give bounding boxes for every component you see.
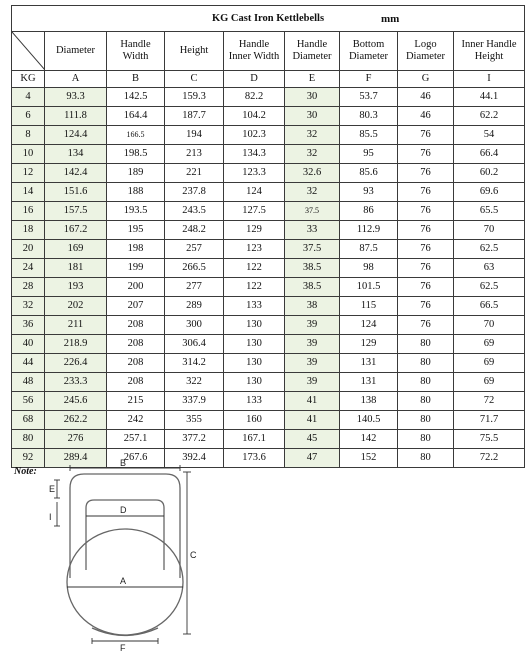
table-row: [12, 297, 525, 316]
column-header: [45, 32, 107, 71]
table-cell: 187.7: [165, 107, 224, 126]
table-cell: 233.3: [45, 373, 107, 392]
table-title-cell: [12, 6, 525, 32]
column-header-line: Diameter: [405, 51, 446, 62]
kg-cell: 14: [12, 183, 45, 202]
table-cell: 32.6: [285, 164, 340, 183]
column-header-line: Handle: [120, 39, 151, 50]
column-letter: E: [285, 71, 340, 88]
table-cell: 62.5: [454, 240, 525, 259]
table-cell: 181: [45, 259, 107, 278]
table-cell: 85.5: [340, 126, 398, 145]
table-cell: 76: [398, 316, 454, 335]
table-cell: 76: [398, 126, 454, 145]
table-cell: 208: [107, 335, 165, 354]
table-cell: 173.6: [224, 449, 285, 468]
table-cell: 207: [107, 297, 165, 316]
table-cell: 76: [398, 202, 454, 221]
kg-cell: 56: [12, 392, 45, 411]
table-row: [12, 202, 525, 221]
diagonal-line: [12, 32, 45, 70]
kettlebell-diagram: [40, 458, 210, 653]
table-cell: 75.5: [454, 430, 525, 449]
table-cell: 38.5: [285, 278, 340, 297]
table-cell: 142.4: [45, 164, 107, 183]
table-cell: 86: [340, 202, 398, 221]
table-cell: 80: [398, 354, 454, 373]
table-cell: 188: [107, 183, 165, 202]
table-cell: 164.4: [107, 107, 165, 126]
column-header-line: Bottom: [352, 39, 385, 50]
column-header-line: Height: [179, 45, 209, 56]
table-cell: 65.5: [454, 202, 525, 221]
table-cell: 151.6: [45, 183, 107, 202]
table-cell: 122: [224, 278, 285, 297]
table-cell: 208: [107, 373, 165, 392]
table-cell: 93: [340, 183, 398, 202]
kg-cell: 40: [12, 335, 45, 354]
table-cell: 87.5: [340, 240, 398, 259]
table-cell: 112.9: [340, 221, 398, 240]
table-cell: 199: [107, 259, 165, 278]
letter-row: [12, 71, 525, 88]
column-header: [107, 32, 165, 71]
column-header-line: Diameter: [55, 45, 96, 56]
label-d: D: [120, 505, 127, 515]
kg-cell: 32: [12, 297, 45, 316]
table-cell: 76: [398, 259, 454, 278]
label-b: B: [120, 458, 127, 468]
table-cell: 124.4: [45, 126, 107, 145]
table-cell: 124: [224, 183, 285, 202]
table-cell: 306.4: [165, 335, 224, 354]
label-e: E: [49, 484, 56, 494]
table-cell: 194: [165, 126, 224, 145]
column-header-line: Handle: [296, 39, 328, 50]
table-cell: 80: [398, 373, 454, 392]
table-cell: 142.5: [107, 88, 165, 107]
column-letter: B: [107, 71, 165, 88]
kg-cell: 28: [12, 278, 45, 297]
column-header-line: Inner Handle: [461, 39, 517, 50]
column-letter: F: [340, 71, 398, 88]
table-cell: 82.2: [224, 88, 285, 107]
table-row: [12, 335, 525, 354]
table-cell: 193: [45, 278, 107, 297]
title-row: [12, 6, 525, 32]
table-row: [12, 88, 525, 107]
table-cell: 45: [285, 430, 340, 449]
table-cell: 30: [285, 107, 340, 126]
table-cell: 53.7: [340, 88, 398, 107]
kg-cell: 80: [12, 430, 45, 449]
table-cell: 72.2: [454, 449, 525, 468]
table-cell: 322: [165, 373, 224, 392]
table-cell: 140.5: [340, 411, 398, 430]
table-row: [12, 278, 525, 297]
table-cell: 198: [107, 240, 165, 259]
table-cell: 189: [107, 164, 165, 183]
table-cell: 131: [340, 354, 398, 373]
table-cell: 32: [285, 183, 340, 202]
table-cell: 130: [224, 354, 285, 373]
table-cell: 62.5: [454, 278, 525, 297]
table-cell: 37.5: [285, 240, 340, 259]
table-title: KG Cast Iron Kettlebells: [211, 12, 325, 24]
table-cell: 41: [285, 392, 340, 411]
table-cell: 39: [285, 335, 340, 354]
table-cell: 221: [165, 164, 224, 183]
column-header-line: Logo: [414, 39, 437, 50]
table-cell: 62.2: [454, 107, 525, 126]
kg-label: KG: [12, 71, 45, 88]
column-letter: G: [398, 71, 454, 88]
column-letter: D: [224, 71, 285, 88]
table-cell: 60.2: [454, 164, 525, 183]
table-cell: 130: [224, 373, 285, 392]
table-cell: 69: [454, 373, 525, 392]
table-cell: 167.1: [224, 430, 285, 449]
table-cell: 130: [224, 335, 285, 354]
column-letter: C: [165, 71, 224, 88]
table-cell: 211: [45, 316, 107, 335]
table-cell: 131: [340, 373, 398, 392]
data-body: [12, 88, 525, 468]
column-header: [340, 32, 398, 71]
table-cell: 38.5: [285, 259, 340, 278]
note-label: Note:: [14, 466, 37, 477]
table-row: [12, 145, 525, 164]
column-header-line: Diameter: [292, 51, 332, 62]
table-cell: 70: [454, 316, 525, 335]
table-cell: 200: [107, 278, 165, 297]
table-cell: 289.4: [45, 449, 107, 468]
table-row: [12, 107, 525, 126]
label-f: F: [120, 643, 126, 653]
table-cell: 169: [45, 240, 107, 259]
table-cell: 32: [285, 126, 340, 145]
table-row: [12, 316, 525, 335]
table-cell: 76: [398, 221, 454, 240]
table-cell: 160: [224, 411, 285, 430]
table-cell: 195: [107, 221, 165, 240]
table-cell: 392.4: [165, 449, 224, 468]
column-letter: I: [454, 71, 525, 88]
table-cell: 208: [107, 316, 165, 335]
kg-cell: 92: [12, 449, 45, 468]
table-row: [12, 354, 525, 373]
table-cell: 69.6: [454, 183, 525, 202]
table-row: [12, 259, 525, 278]
column-header-line: Height: [474, 51, 504, 62]
table-cell: 124: [340, 316, 398, 335]
table-cell: 242: [107, 411, 165, 430]
table-cell: 267.6: [107, 449, 165, 468]
table-cell: 66.5: [454, 297, 525, 316]
table-cell: 243.5: [165, 202, 224, 221]
table-cell: 102.3: [224, 126, 285, 145]
table-row: [12, 183, 525, 202]
table-cell: 47: [285, 449, 340, 468]
table-cell: 202: [45, 297, 107, 316]
table-row: [12, 240, 525, 259]
kg-cell: 20: [12, 240, 45, 259]
spec-table: [11, 5, 525, 468]
table-cell: 37.5: [285, 202, 340, 221]
table-row: [12, 126, 525, 145]
table-cell: 71.7: [454, 411, 525, 430]
kg-cell: 36: [12, 316, 45, 335]
table-cell: 76: [398, 145, 454, 164]
table-cell: 314.2: [165, 354, 224, 373]
table-cell: 101.5: [340, 278, 398, 297]
table-cell: 226.4: [45, 354, 107, 373]
kg-cell: 48: [12, 373, 45, 392]
table-cell: 257.1: [107, 430, 165, 449]
table-cell: 166.5: [107, 126, 165, 145]
table-cell: 46: [398, 88, 454, 107]
table-row: [12, 392, 525, 411]
table-cell: 39: [285, 373, 340, 392]
kg-cell: 10: [12, 145, 45, 164]
table-cell: 127.5: [224, 202, 285, 221]
kg-cell: 16: [12, 202, 45, 221]
table-cell: 337.9: [165, 392, 224, 411]
table-cell: 69: [454, 354, 525, 373]
table-cell: 198.5: [107, 145, 165, 164]
table-cell: 32: [285, 145, 340, 164]
table-cell: 157.5: [45, 202, 107, 221]
table-cell: 39: [285, 354, 340, 373]
column-header-line: Inner Width: [228, 51, 280, 62]
table-cell: 41: [285, 411, 340, 430]
table-row: [12, 221, 525, 240]
table-cell: 111.8: [45, 107, 107, 126]
table-cell: 46: [398, 107, 454, 126]
table-cell: 104.2: [224, 107, 285, 126]
table-cell: 134.3: [224, 145, 285, 164]
table-cell: 30: [285, 88, 340, 107]
kettlebell-spec-sheet: [11, 5, 524, 468]
corner-cell: [12, 32, 45, 71]
table-cell: 377.2: [165, 430, 224, 449]
kg-cell: 68: [12, 411, 45, 430]
table-cell: 39: [285, 316, 340, 335]
table-cell: 142: [340, 430, 398, 449]
table-cell: 133: [224, 392, 285, 411]
table-cell: 262.2: [45, 411, 107, 430]
column-header: [165, 32, 224, 71]
table-cell: 289: [165, 297, 224, 316]
table-cell: 208: [107, 354, 165, 373]
table-cell: 122: [224, 259, 285, 278]
kg-cell: 4: [12, 88, 45, 107]
table-cell: 300: [165, 316, 224, 335]
column-header: [398, 32, 454, 71]
column-header-line: Handle: [238, 39, 270, 50]
table-cell: 237.8: [165, 183, 224, 202]
kg-cell: 12: [12, 164, 45, 183]
unit-label: mm: [381, 13, 400, 25]
table-cell: 215: [107, 392, 165, 411]
table-cell: 80: [398, 449, 454, 468]
table-cell: 133: [224, 297, 285, 316]
table-cell: 76: [398, 240, 454, 259]
table-cell: 80.3: [340, 107, 398, 126]
table-cell: 130: [224, 316, 285, 335]
table-cell: 98: [340, 259, 398, 278]
table-cell: 38: [285, 297, 340, 316]
column-header-line: Width: [122, 51, 149, 62]
table-cell: 76: [398, 297, 454, 316]
table-cell: 257: [165, 240, 224, 259]
table-cell: 193.5: [107, 202, 165, 221]
table-cell: 76: [398, 278, 454, 297]
kg-cell: 44: [12, 354, 45, 373]
table-cell: 80: [398, 335, 454, 354]
kg-cell: 18: [12, 221, 45, 240]
table-cell: 66.4: [454, 145, 525, 164]
table-cell: 129: [224, 221, 285, 240]
table-cell: 134: [45, 145, 107, 164]
table-cell: 248.2: [165, 221, 224, 240]
table-cell: 63: [454, 259, 525, 278]
table-cell: 152: [340, 449, 398, 468]
table-cell: 159.3: [165, 88, 224, 107]
table-cell: 80: [398, 392, 454, 411]
column-header: [454, 32, 525, 71]
table-cell: 277: [165, 278, 224, 297]
table-cell: 69: [454, 335, 525, 354]
table-cell: 85.6: [340, 164, 398, 183]
table-cell: 93.3: [45, 88, 107, 107]
header-row: [12, 32, 525, 71]
column-header: [285, 32, 340, 71]
table-cell: 123: [224, 240, 285, 259]
column-header-line: Diameter: [348, 51, 389, 62]
table-cell: 80: [398, 430, 454, 449]
kg-cell: 6: [12, 107, 45, 126]
table-cell: 213: [165, 145, 224, 164]
table-cell: 72: [454, 392, 525, 411]
kg-cell: 24: [12, 259, 45, 278]
table-cell: 129: [340, 335, 398, 354]
table-cell: 115: [340, 297, 398, 316]
table-row: [12, 430, 525, 449]
table-cell: 33: [285, 221, 340, 240]
table-cell: 70: [454, 221, 525, 240]
table-cell: 76: [398, 164, 454, 183]
table-cell: 167.2: [45, 221, 107, 240]
table-cell: 245.6: [45, 392, 107, 411]
table-row: [12, 411, 525, 430]
table-cell: 76: [398, 183, 454, 202]
table-cell: 123.3: [224, 164, 285, 183]
kg-cell: 8: [12, 126, 45, 145]
table-cell: 138: [340, 392, 398, 411]
table-row: [12, 164, 525, 183]
table-cell: 218.9: [45, 335, 107, 354]
table-cell: 276: [45, 430, 107, 449]
table-cell: 95: [340, 145, 398, 164]
table-cell: 54: [454, 126, 525, 145]
label-i: I: [49, 512, 52, 522]
table-cell: 355: [165, 411, 224, 430]
label-a: A: [120, 576, 127, 586]
label-c: C: [190, 550, 197, 560]
table-cell: 44.1: [454, 88, 525, 107]
column-header: [224, 32, 285, 71]
table-cell: 266.5: [165, 259, 224, 278]
table-cell: 80: [398, 411, 454, 430]
column-letter: A: [45, 71, 107, 88]
table-row: [12, 373, 525, 392]
